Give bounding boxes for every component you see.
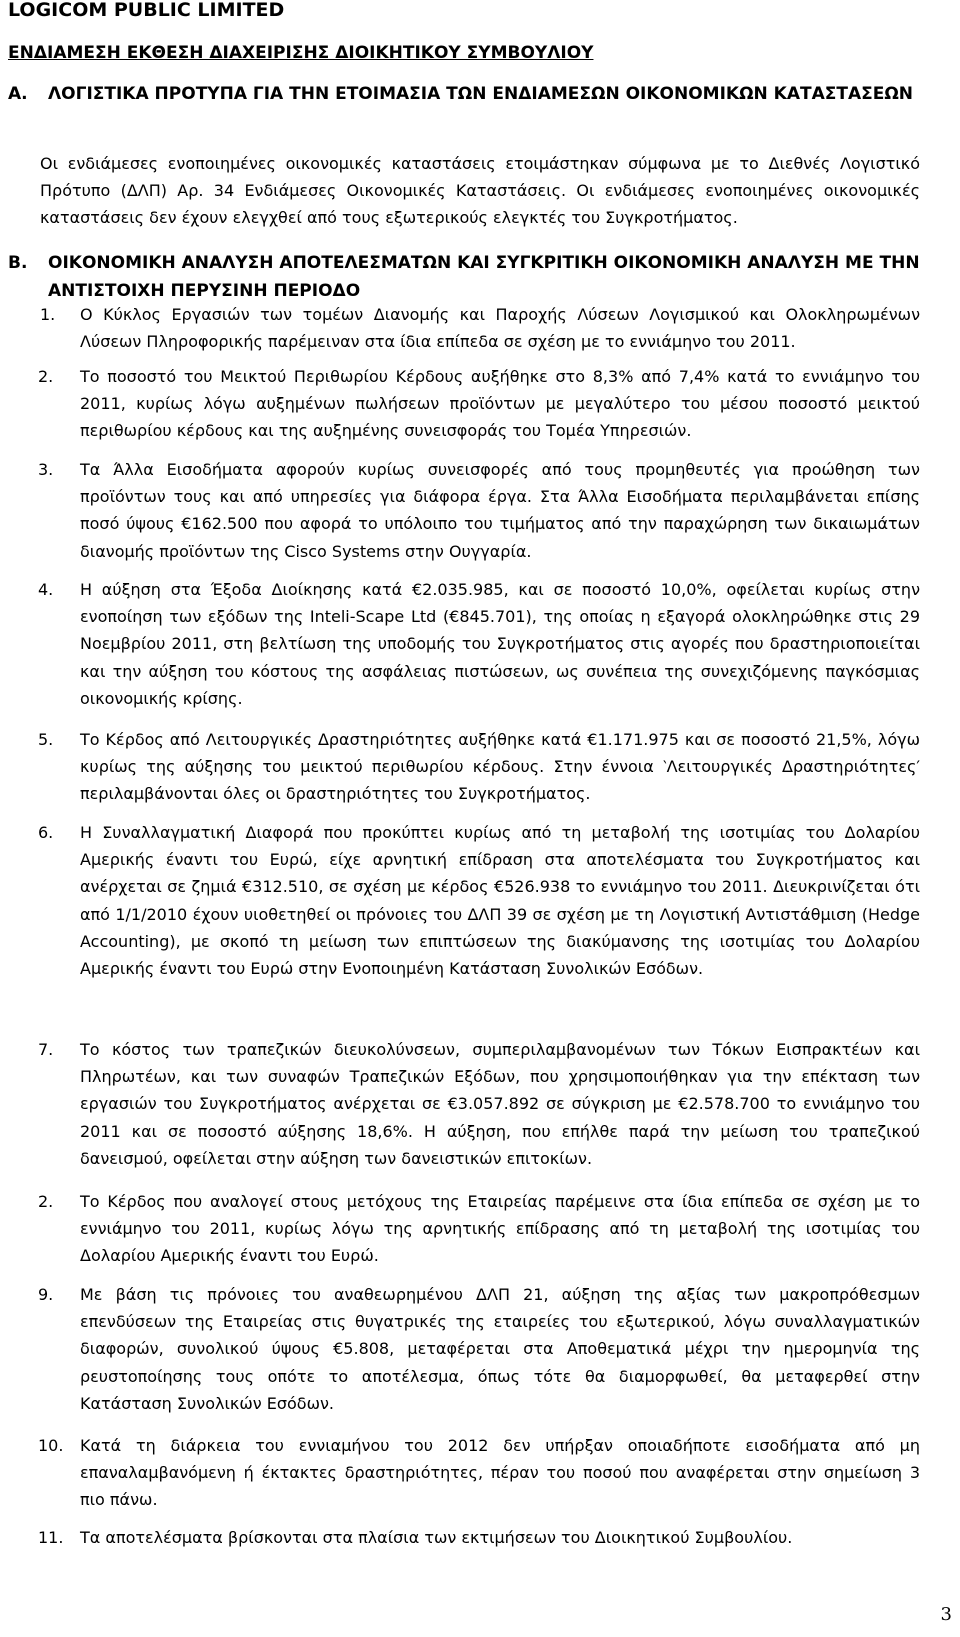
list-item — [8, 1432, 920, 1514]
item-text: Ο Κύκλος Εργασιών των τομέων Διανομής και Παροχής Λύσεων Λογισμικού και Ολοκληρωμένων Λύσεων Πληροφορικής παρέμειναν στα ίδια επίπεδα σε σχέση με το εννιάμηνο του 2011. — [80, 305, 920, 352]
item-text: Τα Άλλα Εισοδήματα αφορούν κυρίως συνεισφορές από τους προμηθευτές για προώθηση των προϊόντων τους και από υπηρεσίες για διάφορα έργα. Στα Άλλα Εισοδήματα περιλαμβάνεται επίσης ποσό ύψους €162.500 που αφορά το υπόλοιπο του τιμήματος από την παραχώρηση των δικαιωμάτων διανομής προϊόντων της Cisco Systems στην Ουγγαρία. — [80, 460, 920, 561]
company-name: LOGICOM PUBLIC LIMITED — [8, 0, 285, 21]
section-title: ΟΙΚΟΝΟΜΙΚΗ ΑΝΑΛΥΣΗ ΑΠΟΤΕΛΕΣΜΑΤΩΝ ΚΑΙ ΣΥΓΚΡΙΤΙΚΗ ΟΙΚΟΝΟΜΙΚΗ ΑΝΑΛΥΣΗ ΜΕ ΤΗΝ ΑΝΤΙΣΤΟΙΧΗ ΠΕΡΥΣΙΝΗ ΠΕΡΙΟΔΟ — [48, 253, 920, 301]
item-text: Η Συναλλαγματική Διαφορά που προκύπτει κυρίως από τη μεταβολή της ισοτιμίας του Δολαρίου Αμερικής έναντι του Ευρώ, είχε αρνητική επίδραση στα αποτελέσματα του Συγκροτήματος και ανέρχεται σε ζημιά €312.510, σε σχέση με κέρδος €526.938 το εννιάμηνο του 2011. Διευκρινίζεται ότι από 1/1/2010 έχουν υιοθετηθεί οι πρόνοιες του ΔΛΠ 39 σε σχέση με τη Λογιστική Αντιστάθμιση (Hedge Accounting), με σκοπό τη μείωση των επιπτώσεων της διακύμανσης της ισοτιμίας του Δολαρίου Αμερικής έναντι του Ευρώ στην Ενοποιημένη Κατάσταση Συνολικών Εσόδων. — [80, 823, 920, 979]
section-letter: Α. — [8, 84, 28, 104]
item-number: 7. — [38, 1040, 54, 1059]
list-item — [8, 363, 920, 445]
item-number: 2. — [38, 367, 54, 386]
list-item — [8, 301, 920, 355]
item-text: Το κόστος των τραπεζικών διευκολύνσεων, συμπεριλαμβανομένων των Τόκων Εισπρακτέων και Πληρωτέων, και των συναφών Τραπεζικών Εξόδων, που χρησιμοποιήθηκαν για την επέκταση των εργασιών του Συγκροτήματος ανέρχεται σε €3.057.892 σε σύγκριση με €2.578.700 το εννιάμηνο του 2011 και σε ποσοστό αύξησης 18,6%. Η αύξηση, που επήλθε παρά την μείωση του τραπεζικού δανεισμού, οφείλεται στην αύξηση των δανειστικών επιτοκίων. — [80, 1040, 920, 1168]
item-number: 2. — [38, 1192, 54, 1211]
item-text: Η αύξηση στα Έξοδα Διοίκησης κατά €2.035.985, και σε ποσοστό 10,0%, οφείλεται κυρίως στην ενοποίηση των εξόδων της Inteli-Scape Ltd (€845.701), της οποίας η εξαγορά ολοκληρώθηκε στις 29 Νοεμβρίου 2011, στη βελτίωση της υποδομής του Συγκροτήματος στις αγορές που δραστηριοποιείται και την αύξηση του κόστους της ασφάλειας πιστώσεων, ως συνέπεια της συνεχιζόμενης παγκόσμιας οικονομικής κρίσης. — [80, 580, 920, 708]
item-text: Το Κέρδος που αναλογεί στους μετόχους της Εταιρείας παρέμεινε στα ίδια επίπεδα σε σχέση με το εννιάμηνο του 2011, κυρίως λόγω της αρνητικής επίδρασης από τη μεταβολή της ισοτιμίας του Δολαρίου Αμερικής έναντι του Ευρώ. — [80, 1192, 920, 1266]
section-a-paragraph: Οι ενδιάμεσες ενοποιημένες οικονομικές καταστάσεις ετοιμάστηκαν σύμφωνα με το Διεθνές Λογιστικό Πρότυπο (ΔΛΠ) Αρ. 34 Ενδιάμεσες Οικονομικές Καταστάσεις. Οι ενδιάμεσες ενοποιημένες οικονομικές καταστάσεις δεν έχουν ελεγχθεί από τους εξωτερικούς ελεγκτές του Συγκροτήματος. — [40, 154, 920, 228]
report-title: ΕΝΔΙΑΜΕΣΗ ΕΚΘΕΣΗ ΔΙΑΧΕΙΡΙΣΗΣ ΔΙΟΙΚΗΤΙΚΟΥ ΣΥΜΒΟΥΛΙΟΥ — [8, 43, 594, 63]
list-item — [8, 1188, 920, 1270]
item-number: 6. — [38, 823, 54, 842]
item-text: Το Κέρδος από Λειτουργικές Δραστηριότητες αυξήθηκε κατά €1.171.975 και σε ποσοστό 21,5%, λόγω κυρίως της αύξησης του μεικτού περιθωρίου κέρδους. Στην έννοια ‵Λειτουργικές Δραστηριότητες′ περιλαμβάνονται όλες οι δραστηριότητες του Συγκροτήματος. — [80, 730, 920, 804]
list-item — [8, 1281, 920, 1417]
item-number: 4. — [38, 580, 54, 599]
item-text: Το ποσοστό του Μεικτού Περιθωρίου Κέρδους αυξήθηκε στο 8,3% από 7,4% κατά το εννιάμηνο του 2011, κυρίως λόγω αυξημένων πωλήσεων προϊόντων με μεγαλύτερο του μέσου ποσοστό μεικτού περιθωρίου κέρδους και της αυξημένης συνεισφοράς του Τομέα Υπηρεσιών. — [80, 367, 920, 441]
list-item — [8, 1524, 920, 1551]
list-item — [8, 819, 920, 982]
section-b-heading — [8, 249, 928, 305]
item-text: Τα αποτελέσματα βρίσκονται στα πλαίσια των εκτιμήσεων του Διοικητικού Συμβουλίου. — [80, 1528, 793, 1547]
list-item — [8, 576, 920, 712]
list-item — [8, 1036, 920, 1172]
item-number: 10. — [38, 1436, 64, 1455]
section-letter: Β. — [8, 253, 28, 273]
item-number: 5. — [38, 730, 54, 749]
item-text: Κατά τη διάρκεια του εννιαμήνου του 2012 δεν υπήρξαν οποιαδήποτε εισοδήματα από μη επαναλαμβανόμενη ή έκτακτες δραστηριότητες, πέραν του ποσού που αναφέρεται στην σημείωση 3 πιο πάνω. — [80, 1436, 920, 1510]
list-item — [8, 726, 920, 808]
item-number: 9. — [38, 1285, 54, 1304]
item-number: 1. — [40, 305, 56, 324]
list-item — [8, 456, 920, 565]
item-text: Με βάση τις πρόνοιες του αναθεωρημένου ΔΛΠ 21, αύξηση της αξίας των μακροπρόθεσμων επενδύσεων της Εταιρείας στις θυγατρικές της εταιρείες του εξωτερικού, λόγω συναλλαγματικών διαφορών, συνολικού ύψους €5.808, μεταφέρεται στα Αποθεματικά μέχρι την ημερομηνία της ρευστοποίησης τους οπότε το αποτέλεσμα, όπως τότε θα διαμορφωθεί, θα μεταφερθεί στην Κατάσταση Συνολικών Εσόδων. — [80, 1285, 920, 1413]
page-number: 3 — [940, 1604, 952, 1625]
section-title: ΛΟΓΙΣΤΙΚΑ ΠΡΟΤΥΠΑ ΓΙΑ ΤΗΝ ΕΤΟΙΜΑΣΙΑ ΤΩΝ ΕΝΔΙΑΜΕΣΩΝ ΟΙΚΟΝΟΜΙΚΩΝ ΚΑΤΑΣΤΑΣΕΩΝ — [48, 84, 914, 104]
item-number: 3. — [38, 460, 54, 479]
item-number: 11. — [38, 1528, 64, 1547]
section-a-heading — [8, 80, 928, 108]
